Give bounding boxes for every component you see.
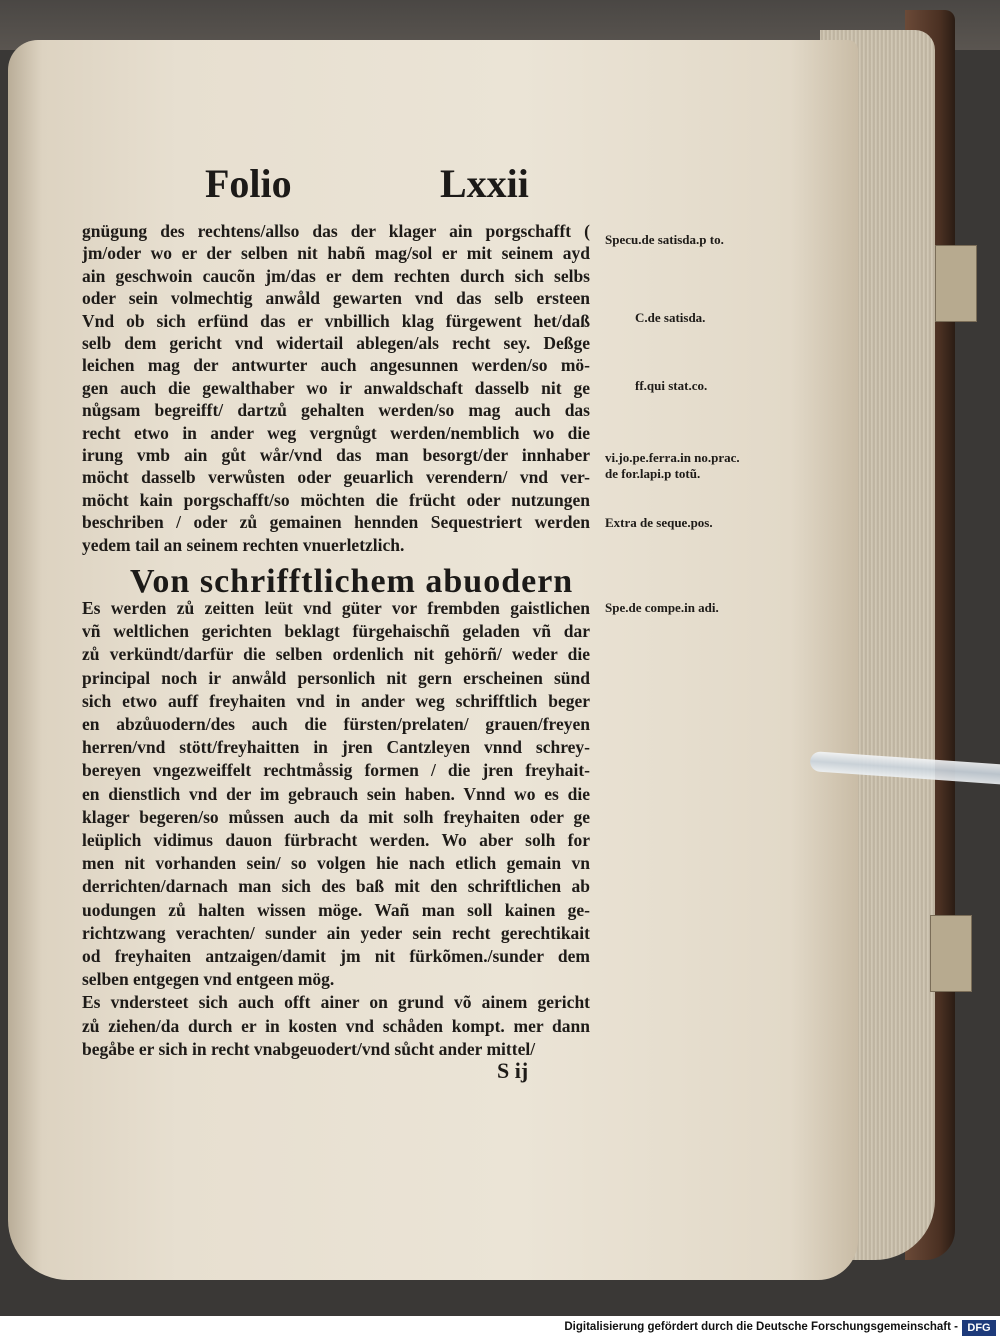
footer-bar <box>0 1316 1000 1341</box>
text-line: irung vmb ain gůt wår/vnd das man besorgt/der innhaber <box>82 445 590 465</box>
text-line: od freyhaiten antzaigen/damit jm nit fürkõmen./sunder dem <box>82 946 590 966</box>
text-line: recht etwo in ander weg vergnůgt werden/nemblich wo die <box>82 422 590 443</box>
text-line: uodungen zů halten wissen möge. Wañ man soll kainen ge- <box>82 899 590 920</box>
text-line: leichen mag der antwurter auch angesunnen werden/so mö- <box>82 355 590 376</box>
text-line: men nit vorhanden sein/ so volgen hie nach etlich gemain vn <box>82 853 590 874</box>
text-line: möcht kain porgschafft/so möchten die frücht oder nutzungen <box>82 489 590 510</box>
header-folio: Folio <box>205 161 292 206</box>
text-line: bereyen vngezweiffelt rechtmåssig formen / die jren freyhait- <box>82 760 590 781</box>
text-line: selb dem gericht vnd widertail ablegen/als recht sey. Deßge <box>82 333 590 353</box>
text-line: ain geschwoin caucõn jm/das er dem rechten durch sich selbs <box>82 265 590 286</box>
text-line: richtzwang verachten/ sunder ain yeder sein recht gerechtikait <box>82 922 590 943</box>
dfg-logo: DFG <box>962 1320 996 1336</box>
text-line: beschriben / oder zů gemainen hennden Sequestriert werden <box>82 512 590 533</box>
text-line: en dienstlich vnd der im gebrauch sein haben. Vnnd wo es die <box>82 783 590 804</box>
margin-note: Spe.de compe.in adi. <box>605 600 719 615</box>
text-line: sich etwo auff freyhaiten vnd in ander weg schrifftlich beger <box>82 690 590 711</box>
text-line: herren/vnd stött/freyhaitten in jren Cantzleyen vnnd schrey- <box>82 737 590 758</box>
text-line: Vnd ob sich erfünd das er vnbillich klag fürgewent het/daß <box>82 310 590 331</box>
text-line: en abzůuodern/des auch die fürsten/prelaten/ grauen/freyen <box>82 714 590 734</box>
header-folio-number: Lxxii <box>440 161 529 206</box>
text-line: yedem tail an seinem rechten vnuerletzlich. <box>82 534 405 555</box>
text-line: zů ziehen/da durch er in kosten vnd schåden kompt. mer dann <box>82 1015 590 1036</box>
text-line: leüplich vidimus dauon fürbracht werden. Wo aber solh for <box>82 830 590 850</box>
margin-note: ff.qui stat.co. <box>635 378 708 393</box>
text-line: nůgsam begreifft/ dartzů gehalten werden/so mag auch das <box>82 400 590 421</box>
text-line: Es vndersteet sich auch offt ainer on grund võ ainem gericht <box>82 992 590 1013</box>
text-line: zů verkündt/darfür die selben ordenlich nit gehörñ/ weder die <box>82 644 590 665</box>
text-line: gen auch die gewalthaber wo ir anwaldschaft dasselb nit ge <box>82 377 590 398</box>
section-heading: Von schrifftlichem abuodern <box>130 563 574 600</box>
signature-mark: S ij <box>497 1058 529 1083</box>
bookmark-tab <box>935 245 977 322</box>
text-line: principal noch ir anwåld personlich nit gern erscheinen sünd <box>82 667 590 688</box>
text-line: derrichten/darnach man sich des baß mit den schriftlichen ab <box>82 876 590 897</box>
footer-credit: Digitalisierung gefördert durch die Deutsche Forschungsgemeinschaft - <box>564 1321 958 1333</box>
text-line: klager begeren/so můssen auch da mit solh freyhaiten oder ge <box>82 806 590 827</box>
margin-note: vi.jo.pe.ferra.in no.prac. <box>605 450 740 465</box>
text-line: jm/oder wo er der selben nit habñ mag/sol er mit seinem ayd <box>82 243 590 264</box>
text-line: möcht dasselb verwůsten oder geuarlich verendern/ vnd ver- <box>82 467 590 488</box>
text-line: selben entgegen vnd entgeen mög. <box>82 969 335 990</box>
text-line: gnügung des rechtens/allso das der klager ain porgschafft ( <box>82 221 590 241</box>
text-line: Es werden zů zeitten leüt vnd güter vor frembden gaistlichen <box>82 598 590 618</box>
text-line: begåbe er sich in recht vnabgeuodert/vnd sůcht ander mittel/ <box>82 1038 536 1059</box>
bookmark-tab <box>930 915 972 992</box>
text-line: vñ weltlichen gerichten beklagt fürgehaischñ geladen vñ dar <box>82 621 590 642</box>
margin-note: de for.lapi.p totũ. <box>605 466 701 481</box>
text-line: oder sein volmechtig anwåld gewarten vnd das selb ersteen <box>82 288 590 309</box>
margin-note: C.de satisda. <box>635 310 706 325</box>
margin-note: Specu.de satisda.p to. <box>605 232 724 247</box>
margin-note: Extra de seque.pos. <box>605 515 713 530</box>
